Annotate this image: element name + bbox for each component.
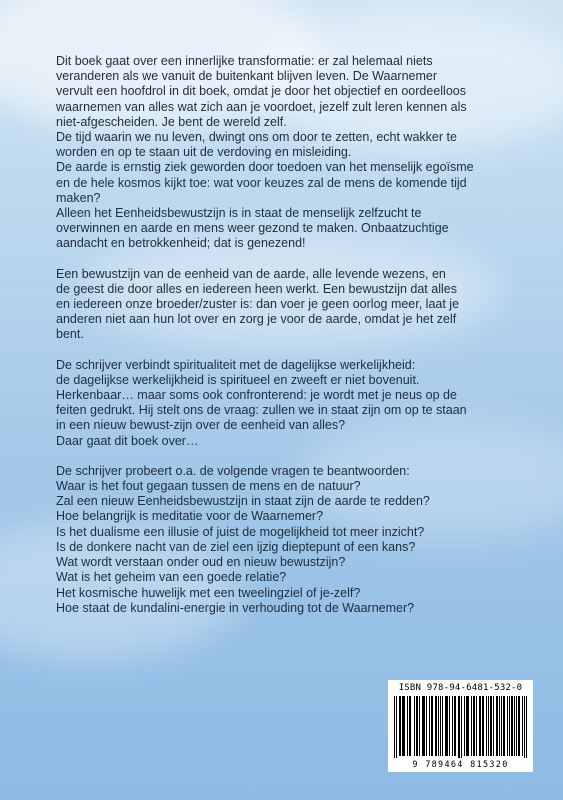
barcode-bar [410, 696, 411, 756]
barcode-bar [394, 696, 395, 758]
text-line: en iedereen onze broeder/zuster is: dan voer je geen oorlog meer, laat je [56, 297, 460, 312]
question-line: Hoe staat de kundalini-energie in verhouding tot de Waarnemer? [56, 600, 415, 615]
paragraph-schrijver [56, 358, 526, 449]
barcode-bar [496, 696, 497, 756]
text-line: worden en op te staan uit de verdoving en misleiding. [56, 145, 352, 160]
text-line: overwinnen en aarde en mens weer gezond te maken. Onbaatzuchtige [56, 221, 449, 236]
text-line: Herkenbaar… maar soms ook confronterend: je wordt met je neus op de [56, 388, 457, 403]
text-line: de dagelijkse werkelijkheid is spiritueel en zweeft er niet bovenuit. [56, 372, 420, 387]
barcode-bar [416, 696, 417, 756]
text-line: waarnemen van alles wat zich aan je voordoet, jezelf zult leren kennen als [56, 99, 467, 114]
barcode-bar [440, 696, 441, 756]
text-line: Dit boek gaat over een innerlijke transformatie: er zal helemaal niets [56, 54, 433, 68]
barcode-bar [482, 696, 483, 756]
barcode-bar [504, 696, 505, 756]
barcode-bar [432, 696, 433, 756]
barcode-bar [468, 696, 469, 756]
barcode-bar [471, 696, 472, 756]
barcode-bar [464, 696, 465, 756]
text-line: en de hele kosmos kijkt toe: wat voor keuzes zal de mens de komende tijd [56, 175, 467, 190]
barcode-bar [473, 696, 474, 756]
text-line: Alleen het Eenheidsbewustzijn is in staat de menselijk zelfzucht te [56, 206, 422, 221]
barcode-bar [424, 696, 425, 756]
question-line: Wat is het geheim van een goede relatie? [56, 570, 287, 585]
question-line: Wat wordt verstaan onder oud en nieuw bewustzijn? [56, 555, 346, 570]
question-line: Hoe belangrijk is meditatie voor de Waarnemer? [56, 509, 324, 524]
paragraph-vragen [56, 464, 526, 616]
barcode-bar [519, 696, 520, 756]
barcode-bar [507, 696, 508, 756]
barcode-bar [438, 696, 439, 756]
barcode-bar [488, 696, 489, 756]
text-line: de geest die door alles en iedereen heen werkt. Een bewustzijn dat alles [56, 281, 457, 296]
question-line: Is het dualisme een illusie of juist de mogelijkheid tot meer inzicht? [56, 524, 425, 539]
barcode-bar [403, 696, 404, 756]
barcode-bar [516, 696, 517, 756]
barcode-bar [518, 696, 519, 756]
barcode-digits: 9 789464 815320 [412, 760, 509, 770]
barcode-bar [449, 696, 450, 756]
barcode-bar [409, 696, 410, 756]
barcode-bar [429, 696, 430, 756]
barcode-bar [493, 696, 494, 756]
barcode-bar [467, 696, 468, 756]
question-line: Is de donkere nacht van de ziel een ijzig dieptepunt of een kans? [56, 539, 416, 554]
text-line: De tijd waarin we nu leven, dwingt ons om door te zetten, echt wakker te [56, 130, 457, 145]
barcode-bar [426, 696, 427, 756]
text-line: maken? [56, 190, 101, 205]
barcode-bar [407, 696, 408, 756]
text-line: veranderen als we vanuit de buitenkant blijven leven. De Waarnemer [56, 69, 437, 84]
barcode-bars [394, 696, 527, 758]
barcode-bar [509, 696, 510, 756]
barcode-bar [414, 696, 415, 756]
barcode-bar [480, 696, 481, 756]
blurb-text [56, 54, 526, 631]
text-line: De aarde is ernstig ziek geworden door toedoen van het menselijk egoïsme [56, 160, 474, 175]
text-line: De schrijver verbindt spiritualiteit met de dagelijkse werkelijkheid: [56, 357, 416, 372]
barcode-bar [512, 696, 513, 756]
barcode-bar [501, 696, 502, 756]
text-line: anderen niet aan hun lot over en zorg je voor de aarde, omdat je het zelf [56, 312, 457, 327]
barcode-bar [524, 696, 525, 758]
barcode-bar [458, 696, 459, 758]
barcode-bar [435, 696, 436, 756]
barcode-bar [479, 696, 480, 756]
text-line: Een bewustzijn van de eenheid van de aarde, alle levende wezens, en [56, 266, 446, 281]
barcode-bar [514, 696, 515, 756]
barcode-bar [417, 696, 418, 756]
barcode-bar [419, 696, 420, 756]
barcode-bar [445, 696, 446, 756]
barcode-bar [491, 696, 492, 756]
barcode-bar [490, 696, 491, 756]
text-line: De schrijver probeert o.a. de volgende vragen te beantwoorden: [56, 463, 410, 478]
text-line: bent. [56, 327, 84, 342]
barcode-bar [474, 696, 475, 756]
barcode-bar [497, 696, 498, 756]
barcode-bar [455, 696, 456, 756]
barcode-bar [436, 696, 437, 756]
barcode-bar [499, 696, 500, 756]
question-line: Waar is het fout gegaan tussen de mens en de natuur? [56, 479, 361, 494]
text-line: Daar gaat dit boek over… [56, 433, 199, 448]
barcode-bar [486, 696, 487, 756]
barcode-bar [459, 696, 460, 758]
question-line: Het kosmische huwelijk met een tweelingziel of je-zelf? [56, 585, 361, 600]
text-line: in een nieuw bewust-zijn over de eenheid van alles? [56, 418, 346, 433]
barcode-bar [452, 696, 453, 756]
barcode-bar [400, 696, 401, 756]
barcode-bar [522, 696, 523, 756]
barcode-bar [511, 696, 512, 756]
barcode-bar [404, 696, 405, 756]
barcode-bar [466, 696, 467, 756]
barcode-bar [483, 696, 484, 756]
barcode-bar [442, 696, 443, 756]
barcode-bar [402, 696, 403, 756]
barcode-bar [526, 696, 527, 758]
barcode-bar [476, 696, 477, 756]
question-line: Zal een nieuw Eenheidsbewustzijn in staat zijn de aarde te redden? [56, 494, 430, 509]
text-line: vervult een hoofdrol in dit boek, omdat je door het objectief en oordeelloos [56, 84, 466, 99]
barcode-bar [422, 696, 423, 756]
barcode-bar [423, 696, 424, 756]
barcode-bar [399, 696, 400, 756]
barcode-bar [447, 696, 448, 756]
paragraph-eenheid [56, 267, 526, 343]
barcode-bar [431, 696, 432, 756]
isbn-label: ISBN 978-94-6481-532-0 [398, 683, 523, 693]
barcode-bar [446, 696, 447, 756]
barcode-bar [396, 696, 397, 758]
text-line: niet-afgescheiden. Je bent de wereld zelf. [56, 114, 287, 129]
barcode-bar [503, 696, 504, 756]
isbn-barcode [388, 680, 533, 772]
text-line: feiten gedrukt. Hij stelt ons de vraag: zullen we in staat zijn om op te staan [56, 403, 467, 418]
barcode-bar [461, 696, 462, 758]
text-line: aandacht en betrokkenheid; dat is genezend! [56, 236, 306, 251]
paragraph-intro [56, 54, 526, 252]
barcode-bar [454, 696, 455, 756]
